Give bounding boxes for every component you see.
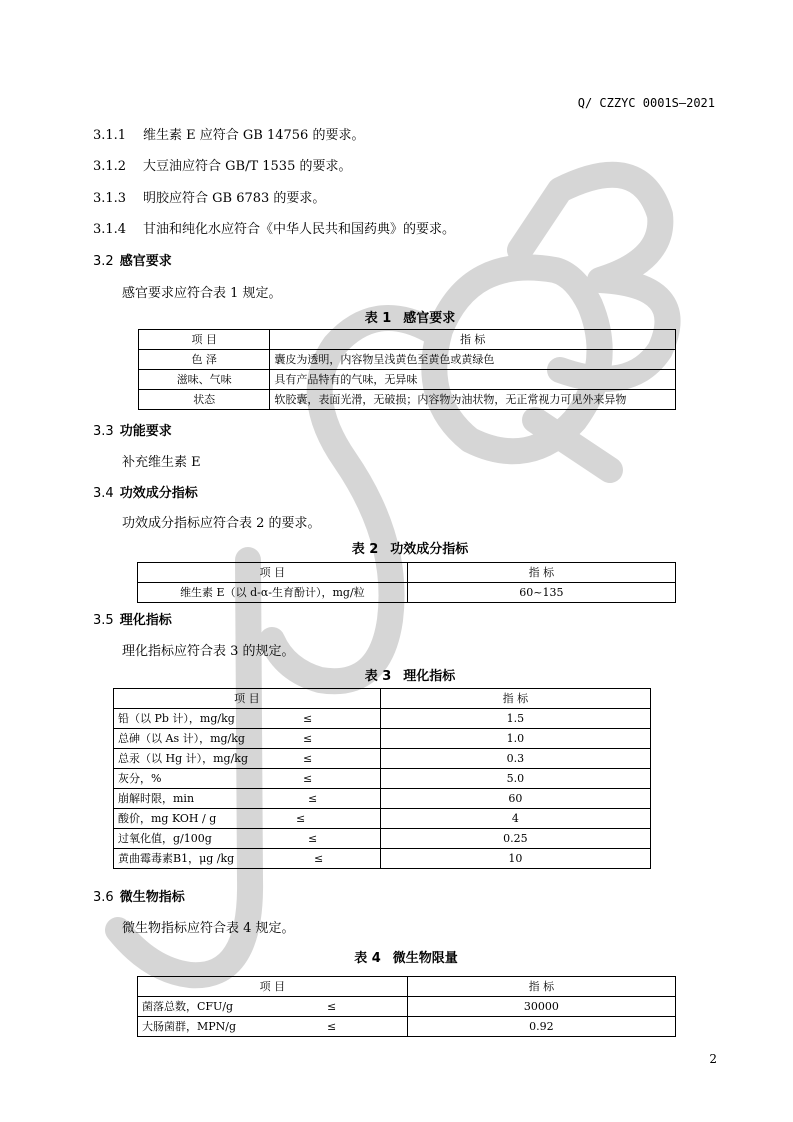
table-1-sensory — [138, 329, 676, 410]
table-2-caption: 表 2 功效成分指标 — [351, 542, 469, 557]
table-row: 总汞（以 Hg 计），mg/kg ≤ 0.3 — [114, 749, 651, 769]
section-3-6-heading: 3.6 微生物指标 — [93, 890, 185, 905]
section-3-3-text: 补充维生素 E — [122, 455, 201, 470]
table-row: 酸价，mg KOH / g ≤ 4 — [114, 809, 651, 829]
table-header-cell: 指 标 — [407, 563, 675, 583]
table-row: 过氧化值，g/100g ≤ 0.25 — [114, 829, 651, 849]
table-row: 菌落总数，CFU/g ≤ 30000 — [138, 997, 676, 1017]
table-3-physicochemical — [113, 688, 651, 869]
table-row: 滋味、气味 具有产品特有的气味，无异味 — [139, 370, 676, 390]
table-row: 铅（以 Pb 计），mg/kg ≤ 1.5 — [114, 709, 651, 729]
clause-3-1-2: 3.1.2 大豆油应符合 GB/T 1535 的要求。 — [93, 159, 352, 174]
table-header-cell: 指 标 — [270, 330, 676, 350]
table-row — [139, 330, 676, 350]
section-3-3-heading: 3.3 功能要求 — [93, 424, 172, 439]
table-2-functional — [137, 562, 676, 603]
page-number: 2 — [709, 1052, 717, 1066]
table-row: 维生素 E（以 d-α-生育酚计），mg/粒 60~135 — [138, 583, 676, 603]
table-header-cell: 项 目 — [138, 563, 408, 583]
section-3-4-heading: 3.4 功效成分指标 — [93, 486, 198, 501]
section-3-6-text: 微生物指标应符合表 4 规定。 — [122, 921, 295, 936]
table-4-caption: 表 4 微生物限量 — [354, 951, 458, 966]
table-row: 大肠菌群，MPN/g ≤ 0.92 — [138, 1017, 676, 1037]
table-row: 色 泽 囊皮为透明，内容物呈浅黄色至黄色或黄绿色 — [139, 350, 676, 370]
section-3-5-heading: 3.5 理化指标 — [93, 613, 172, 628]
table-row: 黄曲霉毒素B1，μg /kg ≤ 10 — [114, 849, 651, 869]
document-code: Q/ CZZYC 0001S—2021 — [577, 96, 715, 110]
table-header-cell: 项 目 — [114, 689, 381, 709]
section-3-2-text: 感官要求应符合表 1 规定。 — [122, 286, 282, 301]
clause-3-1-3: 3.1.3 明胶应符合 GB 6783 的要求。 — [93, 191, 326, 206]
table-row: 崩解时限，min ≤ 60 — [114, 789, 651, 809]
table-4-microbial — [137, 976, 676, 1037]
table-header-cell: 项 目 — [139, 330, 270, 350]
table-header-cell: 项 目 — [138, 977, 408, 997]
table-header-cell: 指 标 — [407, 977, 675, 997]
clause-3-1-1: 3.1.1 维生素 E 应符合 GB 14756 的要求。 — [93, 128, 365, 143]
table-1-caption: 表 1 感官要求 — [364, 311, 456, 326]
table-row: 总砷（以 As 计），mg/kg ≤ 1.0 — [114, 729, 651, 749]
table-row — [138, 563, 676, 583]
table-3-caption: 表 3 理化指标 — [364, 669, 456, 684]
section-3-2-heading: 3.2 感官要求 — [93, 254, 172, 269]
clause-3-1-4: 3.1.4 甘油和纯化水应符合《中华人民共和国药典》的要求。 — [93, 222, 456, 237]
section-3-4-text: 功效成分指标应符合表 2 的要求。 — [122, 516, 321, 531]
table-row — [138, 977, 676, 997]
table-row — [114, 689, 651, 709]
table-row: 状态 软胶囊，表面光滑，无破损；内容物为油状物，无正常视力可见外来异物 — [139, 390, 676, 410]
table-row: 灰分，% ≤ 5.0 — [114, 769, 651, 789]
section-3-5-text: 理化指标应符合表 3 的规定。 — [122, 644, 295, 659]
table-header-cell: 指 标 — [380, 689, 650, 709]
